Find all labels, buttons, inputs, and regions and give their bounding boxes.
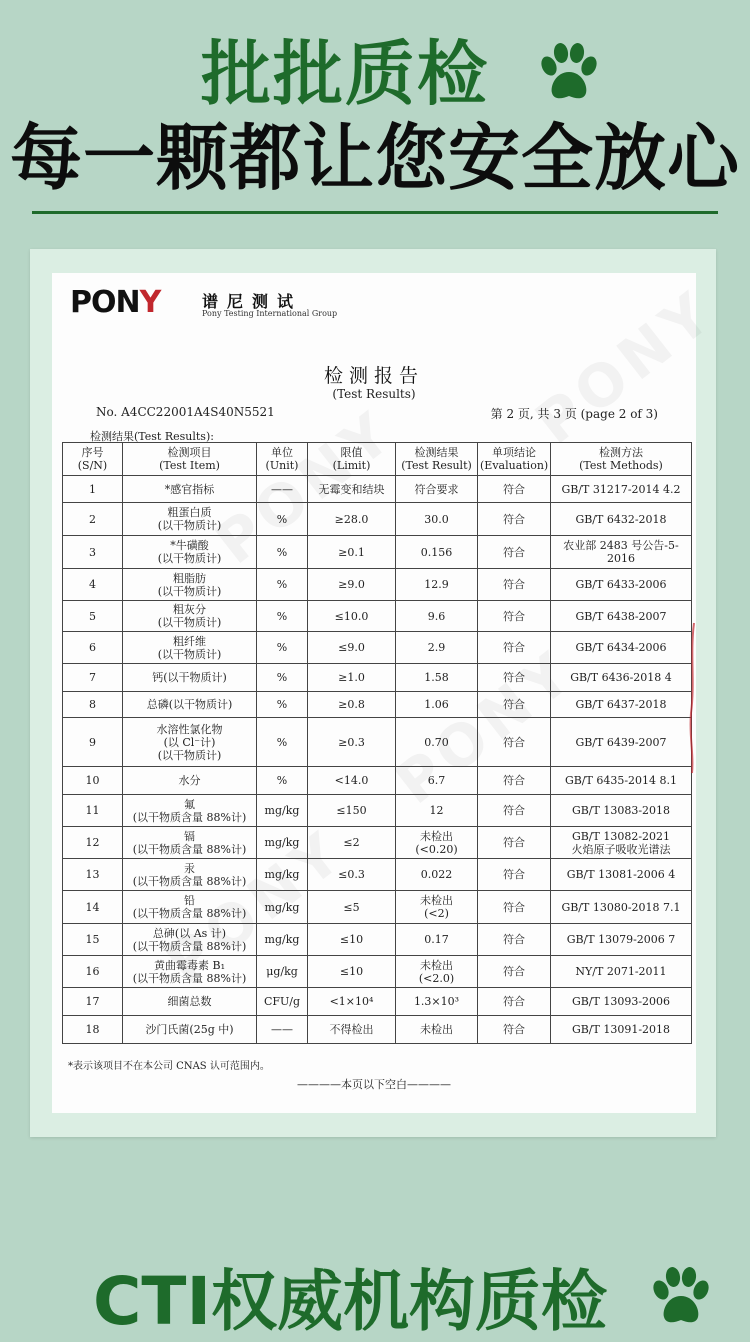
cell-method bbox=[551, 767, 692, 795]
table-row bbox=[63, 1016, 692, 1044]
method-standard: GB/T 6438-2007 bbox=[575, 609, 667, 623]
cell-method bbox=[551, 536, 692, 569]
cell-unit: mg/kg bbox=[257, 795, 308, 827]
cell-unit: —— bbox=[257, 476, 308, 503]
test-item-basis: (以干物质含量 88%计) bbox=[132, 971, 247, 985]
cell-sn: 9 bbox=[63, 718, 123, 767]
cell-test-item bbox=[123, 1016, 257, 1044]
cell-method bbox=[551, 827, 692, 859]
cell-limit: ≥28.0 bbox=[308, 503, 396, 536]
test-item-name: *牛磺酸 bbox=[170, 539, 209, 552]
cell-limit: ≥1.0 bbox=[308, 664, 396, 692]
cell-evaluation: 符合 bbox=[478, 795, 551, 827]
test-item-basis: (以干物质含量 88%计) bbox=[132, 874, 247, 888]
cell-limit: ≥0.1 bbox=[308, 536, 396, 569]
method-standard: GB/T 31217-2014 4.2 bbox=[561, 482, 681, 496]
cell-test-item bbox=[123, 827, 257, 859]
cell-evaluation: 符合 bbox=[478, 988, 551, 1016]
cell-test-item bbox=[123, 503, 257, 536]
cell-unit: mg/kg bbox=[257, 891, 308, 924]
results-label: 检测结果(Test Results): bbox=[90, 430, 214, 443]
cell-result bbox=[396, 718, 478, 767]
cell-sn: 10 bbox=[63, 767, 123, 795]
result-value: 6.7 bbox=[427, 774, 446, 787]
test-item-name: 粗蛋白质 bbox=[167, 506, 212, 519]
footer-title-text: CTI权威机构质检 bbox=[92, 1263, 607, 1340]
table-row bbox=[63, 664, 692, 692]
method-standard: GB/T 6436-2018 4 bbox=[570, 671, 672, 684]
cell-limit: 不得检出 bbox=[308, 1016, 396, 1044]
report-title: 检测报告 bbox=[323, 365, 424, 387]
cell-limit: ≤9.0 bbox=[308, 632, 396, 664]
cell-sn: 4 bbox=[63, 569, 123, 601]
test-item-basis: (以干物质计) bbox=[157, 647, 222, 661]
result-value: 未检出 bbox=[420, 1023, 453, 1036]
blank-below-marker: ————本页以下空白———— bbox=[297, 1078, 451, 1091]
column-header-cn: 限值 bbox=[340, 446, 363, 459]
test-item-basis: (以干物质计) bbox=[157, 552, 222, 565]
cell-method bbox=[551, 924, 692, 956]
cnas-note: *表示该项目不在本公司 CNAS 认可范围内。 bbox=[68, 1061, 270, 1072]
method-standard: 农业部 2483 号公告-5-2016 bbox=[563, 539, 679, 565]
logo-word: PONY bbox=[70, 285, 161, 320]
cell-evaluation: 符合 bbox=[478, 601, 551, 632]
column-header bbox=[123, 443, 257, 476]
result-value: 符合要求 bbox=[414, 482, 459, 496]
cell-method bbox=[551, 503, 692, 536]
cell-result bbox=[396, 767, 478, 795]
cell-unit: % bbox=[257, 664, 308, 692]
hero-title-text: 批批质检 bbox=[201, 33, 489, 115]
cell-result bbox=[396, 569, 478, 601]
cell-limit: <14.0 bbox=[308, 767, 396, 795]
method-standard: GB/T 6435-2014 8.1 bbox=[564, 774, 678, 787]
logo-english-name: Pony Testing International Group bbox=[202, 309, 338, 318]
column-header-en: (Limit) bbox=[332, 459, 371, 472]
test-item-basis: (以干物质含量 88%计) bbox=[132, 907, 247, 920]
result-value: 未检出 bbox=[420, 894, 453, 907]
cell-test-item bbox=[123, 891, 257, 924]
cell-unit: mg/kg bbox=[257, 827, 308, 859]
cell-evaluation: 符合 bbox=[478, 569, 551, 601]
cell-evaluation: 符合 bbox=[478, 503, 551, 536]
table-row bbox=[63, 859, 692, 891]
cell-limit: ≤5 bbox=[308, 891, 396, 924]
cell-test-item bbox=[123, 988, 257, 1016]
test-item-name: 沙门氏菌(25g 中) bbox=[145, 1023, 234, 1036]
cell-evaluation: 符合 bbox=[478, 956, 551, 988]
cell-unit: % bbox=[257, 601, 308, 632]
cell-method bbox=[551, 891, 692, 924]
cell-sn: 17 bbox=[63, 988, 123, 1016]
column-header bbox=[308, 443, 396, 476]
result-value: 0.156 bbox=[420, 545, 453, 559]
seal-stamp-edge bbox=[686, 623, 696, 773]
cell-unit: % bbox=[257, 569, 308, 601]
cell-evaluation: 符合 bbox=[478, 859, 551, 891]
column-header-cn: 检测方法 bbox=[599, 446, 643, 459]
cell-test-item bbox=[123, 664, 257, 692]
column-header-cn: 检测结果 bbox=[414, 446, 459, 459]
cell-sn: 12 bbox=[63, 827, 123, 859]
test-item-name: 黄曲霉毒素 B₁ bbox=[154, 958, 225, 972]
cell-unit: —— bbox=[257, 1016, 308, 1044]
test-item-name: 粗纤维 bbox=[173, 634, 206, 648]
test-item-name: 水分 bbox=[178, 774, 201, 787]
column-header bbox=[551, 443, 692, 476]
cell-sn: 13 bbox=[63, 859, 123, 891]
cell-limit: ≥0.8 bbox=[308, 692, 396, 718]
cell-unit: % bbox=[257, 692, 308, 718]
method-standard: GB/T 6434-2006 bbox=[575, 641, 667, 654]
cell-limit: ≤150 bbox=[308, 795, 396, 827]
table-row bbox=[63, 569, 692, 601]
table-row bbox=[63, 536, 692, 569]
method-standard: GB/T 6432-2018 bbox=[575, 512, 667, 526]
cell-unit: mg/kg bbox=[257, 859, 308, 891]
cell-result bbox=[396, 476, 478, 503]
company-logo bbox=[70, 285, 160, 320]
test-item-name: 镉 bbox=[184, 829, 195, 843]
column-header-cn: 序号 bbox=[81, 446, 104, 459]
cell-evaluation: 符合 bbox=[478, 1016, 551, 1044]
cell-result bbox=[396, 795, 478, 827]
footer-title bbox=[0, 1262, 750, 1342]
cell-sn: 14 bbox=[63, 891, 123, 924]
cell-method bbox=[551, 1016, 692, 1044]
method-standard: GB/T 6437-2018 bbox=[575, 698, 667, 711]
cell-unit: % bbox=[257, 632, 308, 664]
table-row bbox=[63, 767, 692, 795]
method-standard: GB/T 6439-2007 bbox=[575, 735, 667, 749]
method-standard: GB/T 13093-2006 bbox=[571, 995, 671, 1008]
cell-evaluation: 符合 bbox=[478, 924, 551, 956]
cell-test-item bbox=[123, 601, 257, 632]
cell-limit: ≥0.3 bbox=[308, 718, 396, 767]
column-header-cn: 单项结论 bbox=[492, 446, 536, 459]
cell-unit: CFU/g bbox=[257, 988, 308, 1016]
column-header-cn: 检测项目 bbox=[167, 446, 212, 459]
column-header-en: (Test Item) bbox=[159, 459, 220, 472]
cell-evaluation: 符合 bbox=[478, 536, 551, 569]
table-row bbox=[63, 718, 692, 767]
table-row bbox=[63, 827, 692, 859]
test-item-basis: (以干物质计) bbox=[157, 616, 222, 629]
method-standard: GB/T 13081-2006 4 bbox=[566, 868, 676, 881]
cell-limit: ≥9.0 bbox=[308, 569, 396, 601]
test-item-name: 粗脂肪 bbox=[173, 571, 206, 585]
test-item-name: *感官指标 bbox=[164, 482, 215, 496]
cell-unit: % bbox=[257, 503, 308, 536]
method-standard: GB/T 13079-2006 7 bbox=[566, 933, 676, 946]
table-row bbox=[63, 476, 692, 503]
test-item-name: 水溶性氯化物 bbox=[156, 722, 223, 736]
cell-result bbox=[396, 1016, 478, 1044]
cell-sn: 5 bbox=[63, 601, 123, 632]
cell-result bbox=[396, 536, 478, 569]
cell-sn: 6 bbox=[63, 632, 123, 664]
report-number: No. A4CC22001A4S40N5521 bbox=[96, 405, 275, 419]
cell-sn: 15 bbox=[63, 924, 123, 956]
method-standard: GB/T 13083-2018 bbox=[571, 804, 671, 817]
column-header-en: (Unit) bbox=[265, 459, 299, 472]
column-header-cn: 单位 bbox=[271, 446, 293, 459]
paw-print-icon bbox=[538, 42, 598, 104]
cell-result bbox=[396, 924, 478, 956]
result-value: 12.9 bbox=[424, 578, 449, 591]
cell-test-item bbox=[123, 767, 257, 795]
test-item-name: 钙(以干物质计) bbox=[152, 671, 227, 684]
cell-evaluation: 符合 bbox=[478, 664, 551, 692]
column-header bbox=[257, 443, 308, 476]
test-item-name: 汞 bbox=[184, 861, 195, 875]
cell-result bbox=[396, 692, 478, 718]
cell-result bbox=[396, 988, 478, 1016]
logo-accent-letter: Y bbox=[139, 285, 161, 320]
cell-test-item bbox=[123, 795, 257, 827]
result-value: 9.6 bbox=[427, 609, 446, 623]
cell-result bbox=[396, 503, 478, 536]
cell-limit: ≤10 bbox=[308, 956, 396, 988]
method-standard: GB/T 13080-2018 7.1 bbox=[561, 900, 681, 914]
cell-method bbox=[551, 859, 692, 891]
table-row bbox=[63, 891, 692, 924]
result-value: 未检出 bbox=[420, 829, 453, 843]
result-value: 未检出 bbox=[420, 958, 453, 972]
logo-chinese-name: 谱尼测试 bbox=[202, 292, 303, 311]
cell-sn: 18 bbox=[63, 1016, 123, 1044]
cell-test-item bbox=[123, 632, 257, 664]
test-item-basis: (以干物质计) bbox=[157, 748, 222, 762]
cell-sn: 2 bbox=[63, 503, 123, 536]
page-indicator: 第 2 页, 共 3 页 (page 2 of 3) bbox=[490, 407, 658, 421]
result-detection-limit: (<0.20) bbox=[415, 842, 458, 856]
result-detection-limit: (<2) bbox=[424, 907, 449, 920]
result-value: 0.70 bbox=[424, 735, 449, 749]
test-item-basis: (以干物质含量 88%计) bbox=[132, 842, 247, 856]
column-header bbox=[396, 443, 478, 476]
cell-sn: 11 bbox=[63, 795, 123, 827]
column-header bbox=[478, 443, 551, 476]
method-standard: GB/T 13091-2018 bbox=[571, 1023, 671, 1036]
cell-method bbox=[551, 718, 692, 767]
table-row bbox=[63, 924, 692, 956]
cell-unit: % bbox=[257, 718, 308, 767]
test-report bbox=[52, 273, 696, 1113]
cell-result bbox=[396, 601, 478, 632]
cell-test-item bbox=[123, 536, 257, 569]
table-row bbox=[63, 795, 692, 827]
cell-evaluation: 符合 bbox=[478, 767, 551, 795]
test-item-name: 细菌总数 bbox=[167, 995, 212, 1008]
cell-result bbox=[396, 956, 478, 988]
cell-method bbox=[551, 664, 692, 692]
cell-unit: μg/kg bbox=[257, 956, 308, 988]
column-header-en: (Test Result) bbox=[401, 459, 472, 472]
cell-test-item bbox=[123, 476, 257, 503]
test-item-name: 总磷(以干物质计) bbox=[146, 698, 233, 711]
cell-test-item bbox=[123, 718, 257, 767]
test-item-basis: (以干物质含量 88%计) bbox=[132, 939, 247, 953]
cell-limit: <1×10⁴ bbox=[308, 988, 396, 1016]
cell-evaluation: 符合 bbox=[478, 827, 551, 859]
cell-result bbox=[396, 827, 478, 859]
result-value: 1.06 bbox=[424, 698, 449, 711]
cell-test-item bbox=[123, 924, 257, 956]
result-value: 12 bbox=[429, 804, 444, 817]
test-item-name: 氟 bbox=[184, 797, 195, 811]
hero-subtitle: 每一颗都让您安全放心 bbox=[9, 116, 740, 200]
cell-limit: ≤0.3 bbox=[308, 859, 396, 891]
method-detail: 火焰原子吸收光谱法 bbox=[571, 842, 671, 856]
result-value: 2.9 bbox=[427, 641, 446, 654]
cell-result bbox=[396, 859, 478, 891]
hero-divider bbox=[32, 211, 718, 214]
cell-unit: % bbox=[257, 767, 308, 795]
cell-method bbox=[551, 988, 692, 1016]
result-value: 0.17 bbox=[424, 933, 449, 946]
cell-result bbox=[396, 891, 478, 924]
cell-test-item bbox=[123, 956, 257, 988]
cell-test-item bbox=[123, 692, 257, 718]
cell-limit: 无霉变和结块 bbox=[308, 476, 396, 503]
cell-sn: 3 bbox=[63, 536, 123, 569]
table-row bbox=[63, 503, 692, 536]
report-subtitle: (Test Results) bbox=[332, 387, 416, 401]
cell-evaluation: 符合 bbox=[478, 718, 551, 767]
method-standard: GB/T 6433-2006 bbox=[575, 578, 667, 591]
cell-limit: ≤10 bbox=[308, 924, 396, 956]
column-header-en: (Test Methods) bbox=[579, 459, 663, 472]
test-item-name: 总砷(以 As 计) bbox=[152, 926, 227, 940]
cell-result bbox=[396, 632, 478, 664]
test-item-basis: (以干物质含量 88%计) bbox=[132, 810, 247, 824]
cell-evaluation: 符合 bbox=[478, 632, 551, 664]
test-item-name: 粗灰分 bbox=[173, 603, 206, 616]
hero-title bbox=[0, 34, 750, 114]
cell-method bbox=[551, 956, 692, 988]
result-value: 30.0 bbox=[424, 512, 449, 526]
cell-method bbox=[551, 569, 692, 601]
cell-method bbox=[551, 692, 692, 718]
cell-result bbox=[396, 664, 478, 692]
cell-sn: 16 bbox=[63, 956, 123, 988]
cell-evaluation: 符合 bbox=[478, 891, 551, 924]
method-standard: GB/T 13082-2021 bbox=[571, 829, 671, 843]
column-header-en: (S/N) bbox=[77, 459, 108, 472]
cell-method bbox=[551, 795, 692, 827]
cell-evaluation: 符合 bbox=[478, 476, 551, 503]
cell-sn: 7 bbox=[63, 664, 123, 692]
cell-sn: 1 bbox=[63, 476, 123, 503]
table-row bbox=[63, 988, 692, 1016]
result-value: 1.3×10³ bbox=[413, 995, 460, 1008]
result-value: 0.022 bbox=[420, 868, 453, 881]
cell-test-item bbox=[123, 859, 257, 891]
cell-test-item bbox=[123, 569, 257, 601]
cell-method bbox=[551, 476, 692, 503]
test-item-basis: (以干物质计) bbox=[157, 519, 222, 532]
cell-limit: ≤10.0 bbox=[308, 601, 396, 632]
result-detection-limit: (<2.0) bbox=[418, 971, 455, 985]
table-row bbox=[63, 632, 692, 664]
cell-sn: 8 bbox=[63, 692, 123, 718]
table-header-row bbox=[63, 443, 692, 476]
table-row bbox=[63, 692, 692, 718]
cell-unit: mg/kg bbox=[257, 924, 308, 956]
table-row bbox=[63, 601, 692, 632]
cell-method bbox=[551, 601, 692, 632]
table-row bbox=[63, 956, 692, 988]
results-table bbox=[62, 442, 692, 1044]
cell-limit: ≤2 bbox=[308, 827, 396, 859]
cell-method bbox=[551, 632, 692, 664]
column-header-en: (Evaluation) bbox=[480, 459, 549, 472]
paw-print-icon bbox=[650, 1266, 710, 1328]
cell-unit: % bbox=[257, 536, 308, 569]
result-value: 1.58 bbox=[424, 671, 449, 684]
column-header bbox=[63, 443, 123, 476]
test-item-basis: (以干物质计) bbox=[157, 584, 222, 598]
cell-evaluation: 符合 bbox=[478, 692, 551, 718]
test-item-name: 铅 bbox=[184, 894, 195, 907]
method-standard: NY/T 2071-2011 bbox=[575, 965, 667, 978]
test-item-basis: (以 Cl⁻计) bbox=[163, 735, 216, 749]
